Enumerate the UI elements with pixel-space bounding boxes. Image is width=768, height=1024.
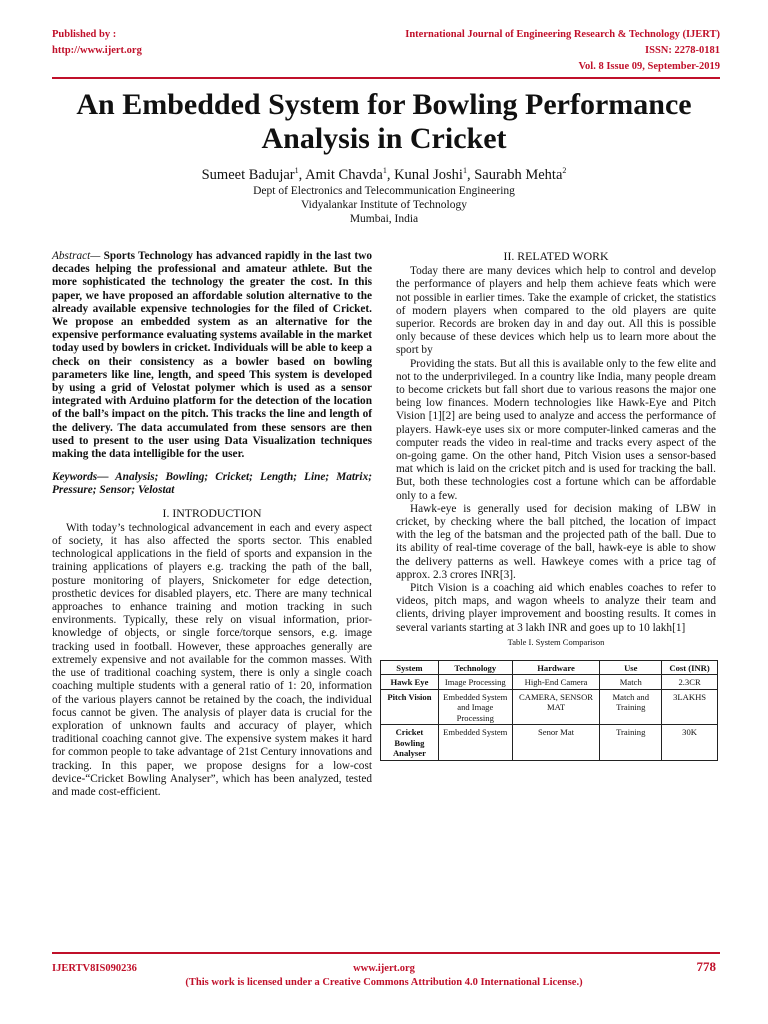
keywords: Keywords— Analysis; Bowling; Cricket; Length; Line; Matrix; Pressure; Sensor; Velostat — [52, 471, 372, 497]
section-heading-introduction: I. INTRODUCTION — [162, 505, 262, 520]
table-cell: Cricket Bowling Analyser — [381, 725, 439, 761]
table-caption: Table I. System Comparison — [507, 636, 605, 647]
table-cell: Match — [600, 675, 662, 690]
table-cell: Hawk Eye — [381, 675, 439, 690]
paper-title-line-2: Analysis in Cricket — [261, 122, 507, 155]
publisher-website-link[interactable]: http://www.ijert.org — [52, 45, 142, 56]
table-cell: High-End Camera — [512, 675, 600, 690]
author-name: Sumeet Badujar — [201, 167, 295, 183]
paper-title-line-1: An Embedded System for Bowling Performance — [76, 88, 692, 121]
related-work-paragraph: Today there are many devices which help to control and develop the performance of players and help them achieve feats which were not possible in earlier times. Take the example of cricket, the statistics of modern players when compared to the old players are quite superior. Records are broken day in and day out. All this is possible only because of these devices which help us to learn more about the sport by — [396, 265, 716, 357]
abstract-label: Abstract— — [52, 250, 101, 262]
paper-title — [40, 88, 728, 156]
table-cell: 2.3CR — [662, 675, 718, 690]
author-affiliation-mark: 2 — [562, 166, 567, 176]
journal-issn: ISSN: 2278-0181 — [645, 45, 720, 56]
table-cell: 30K — [662, 725, 718, 761]
footer-divider — [52, 952, 720, 954]
related-work-paragraph: Providing the stats. But all this is available only to the few elite and not to the underprivileged. In a country like India, many people dream to become crickets but fall short due to various reasons the major one being low finances. Modern technologies like Hawk-Eye and Pitch Vision [1][2] are being used to analyze and access the performance of players. Hawk-eye uses six or more computer-linked cameras and the computer reads the video in real-time and tracks every aspect of the on-going game. On the other hand, Pitch Vision uses a sensor-based mat which is laid on the cricket pitch and is used for tracking the ball. But, both these technologies cost a fortune which can be affordable only to a few. — [396, 357, 716, 502]
affiliation-institute: Vidyalankar Institute of Technology — [301, 199, 467, 211]
related-work-paragraph: Hawk-eye is generally used for decision making of LBW in cricket, by checking where the ball pitched, the location of impact with the leg of the batsman and the projected path of the ball. Due to its ability of real-time coverage of the ball, hawk-eye is able to show the delivery patterns as well. Hawkeye comes with a price tag of approx. 2.3 crores INR[3]. — [396, 502, 716, 581]
author-affiliation-mark: 1 — [294, 166, 299, 176]
table-cell: Image Processing — [438, 675, 512, 690]
license-notice: (This work is licensed under a Creative Commons Attribution 4.0 International License.) — [185, 977, 583, 988]
table-row — [381, 675, 718, 690]
table-header-cell: Use — [600, 660, 662, 675]
section-heading-related-work: II. RELATED WORK — [503, 249, 609, 263]
right-column — [387, 249, 716, 761]
table-row — [381, 689, 718, 725]
table-header-cell: Hardware — [512, 660, 600, 675]
page-number: 778 — [696, 959, 716, 974]
published-by-label: Published by : — [52, 29, 117, 40]
table-cell: CAMERA, SENSOR MAT — [512, 689, 600, 725]
affiliation-department: Dept of Electronics and Telecommunication Engineering — [253, 185, 515, 197]
abstract-text: Sports Technology has advanced rapidly in the last two decades helping the professional and amateur athlete. But the more sophisticated the technology the greater the cost. In this paper, we have proposed an affordable solution alternative to the already available expensive technologies for the filed of Cricket. We propose an embedded system as an alternative for the expensive performance evaluating systems available in the market today used by bowlers in cricket. Individuals will be able to keep a check on their consistency as a bowler based on bowling parameters like line, length, and speed This system is developed by using a grid of Velostat polymer which is used as a sensor integrated with Arduino platform for the detection of the location of the ball’s impact on the pitch. This tracks the line and length of the delivery. The data accumulated from these sensors are then used to present to the user using Data Visualization techniques making the data intelligible for the user. — [52, 250, 372, 461]
author-list: Sumeet Badujar$^1$, Amit Chavda$^1$, Kunal Joshi$^1$, Saurabh Mehta$^2$ — [201, 166, 567, 183]
journal-volume: Vol. 8 Issue 09, September-2019 — [578, 61, 720, 72]
table-header-cell: System — [381, 660, 439, 675]
table-cell: Embedded System and Image Processing — [438, 689, 512, 725]
table-cell: Pitch Vision — [381, 689, 439, 725]
affiliation — [40, 184, 728, 226]
table-cell: Senor Mat — [512, 725, 600, 761]
author-affiliation-mark: 1 — [462, 166, 467, 176]
table-header-cell: Cost (INR) — [662, 660, 718, 675]
table-header-cell: Technology — [438, 660, 512, 675]
author-name: Amit Chavda — [305, 167, 383, 183]
table-cell: 3LAKHS — [662, 689, 718, 725]
header-publisher — [52, 27, 142, 59]
header-divider — [52, 77, 720, 79]
left-column — [52, 250, 372, 799]
abstract — [52, 250, 372, 461]
affiliation-city: Mumbai, India — [349, 213, 419, 225]
table-cell: Match and Training — [600, 689, 662, 725]
header-journal — [405, 27, 720, 75]
table-header-row — [381, 660, 718, 675]
related-work-paragraph: Pitch Vision is a coaching aid which enables coaches to refer to videos, pitch maps, and wagon wheels to analyze their team and clients, driving player improvement and boosting results. It comes in several variants starting at 3 lakh INR and goes up to 10 lakh[1] — [396, 582, 716, 634]
table-row — [381, 725, 718, 761]
footer-website-text[interactable]: www.ijert.org — [353, 963, 415, 974]
system-comparison-table — [380, 660, 718, 761]
footer-paper-id: IJERTV8IS090236 — [52, 963, 137, 974]
journal-name: International Journal of Engineering Research & Technology (IJERT) — [405, 29, 720, 40]
table-cell: Training — [600, 725, 662, 761]
author-name: Kunal Joshi — [394, 167, 463, 183]
author-affiliation-mark: 1 — [382, 166, 387, 176]
author-name: Saurabh Mehta — [474, 167, 563, 183]
table-cell: Embedded System — [438, 725, 512, 761]
introduction-paragraph: With today’s technological advancement in each and every aspect of society, it has also affected the sports sector. This enabled technological applications in the field of sports and expansion in the training applications of players e.g. tracking the path of the ball, posture monitoring of players, Snickometer for edge detection, prosthetic devices for disabled players, etc. There are many technical approaches to enhance training and motion tracking in such environments. Typically, these rely on visual information, prior-knowledge of objects, or single force/torque sensors, e.g. image tracking used in football. However, these approaches generally are extremely expensive and not available for the common masses. With the use of traditional coaching system, there is only a single coach coaching multiple students with a general ratio of 1: 20, information of the various players cannot be retained by the coach, the individual focus cannot be given. The analysis of player data is crucial for the exploration of unknown faults and accuracy of player, which traditional coaching cannot give. The expensive system makes it hard for common people to take advantage of 21st Century innovations and tracking. In this paper, we propose designs for a low-cost device-“Cricket Bowling Analyser”, which has been analyzed, tested and made cost-efficient. — [52, 521, 372, 798]
